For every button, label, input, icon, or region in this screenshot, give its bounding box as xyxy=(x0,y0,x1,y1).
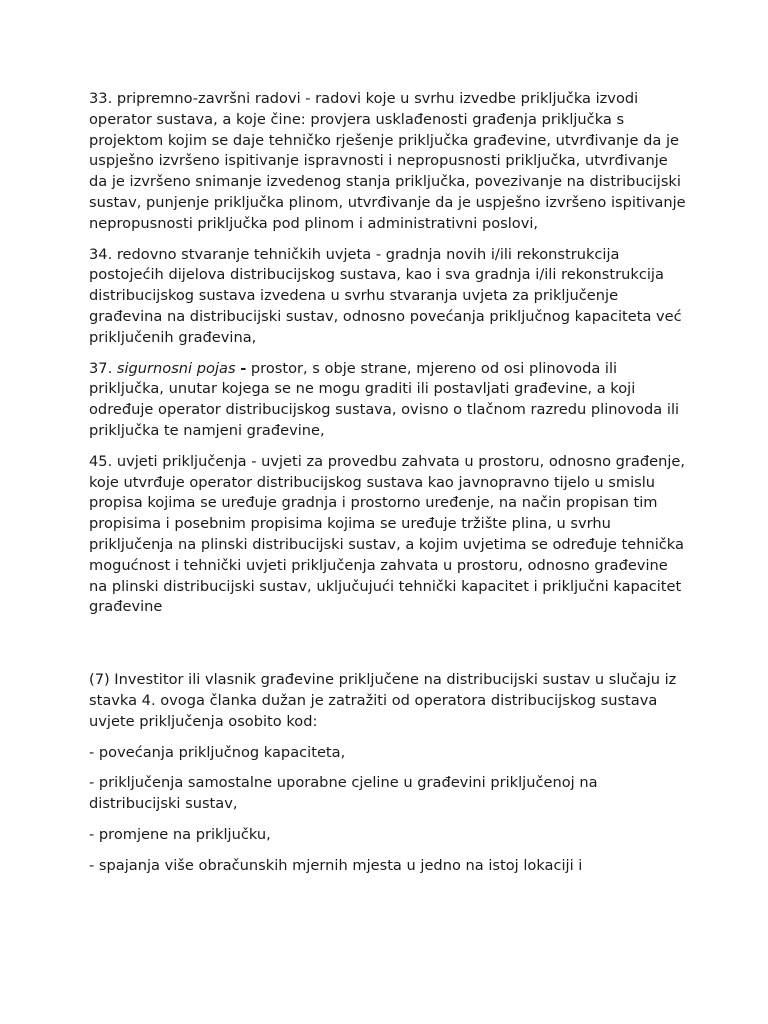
list-item: - povećanja priključnog kapaciteta, xyxy=(89,743,346,761)
list-item: - spajanja više obračunskih mjernih mjesta u jedno na istoj lokaciji i xyxy=(89,856,583,874)
definition-34 xyxy=(89,245,689,349)
paragraph-7: (7) Investitor ili vlasnik građevine priključene na distribucijski sustav u slučaju iz stavka 4. ovoga članka dužan je zatražiti od operatora distribucijskog sustava uvjete priključenja osobito kod: xyxy=(89,671,677,730)
definition-number: 45. xyxy=(89,452,113,470)
definition-number: 34. xyxy=(89,245,113,263)
definition-number: 33. xyxy=(89,90,113,107)
definition-text: pripremno-završni radovi - radovi koje u svrhu izvedbe priključka izvodi operator sustava, a koje čine: provjera usklađenosti građenja priključka s projektom kojim se daje tehničko rješenje priključka građevine, utvrđivanje da je uspješno izvršeno ispitivanje ispravnosti i nepropusnosti priključka, utvrđivanje da je izvršeno snimanje izvedenog stanja priključka, povezivanje na distribucijski sustav, punjenje priključka plinom, utvrđivanje da je uspješno izvršeno ispitivanje nepropusnosti priključka pod plinom i administrativni poslovi, xyxy=(89,90,686,232)
definition-text: prostor, s obje strane, mjereno od osi plinovoda ili priključka, unutar kojega se ne mogu graditi ili postavljati građevine, a koji određuje operator distribucijskog sustava, ovisno o tlačnom razredu plinovoda ili priključka te namjeni građevine, xyxy=(89,359,680,439)
definition-37 xyxy=(89,359,689,442)
list-item: - promjene na priključku, xyxy=(89,825,271,843)
definition-33 xyxy=(89,89,689,235)
definition-dash: - xyxy=(240,359,247,377)
document-page xyxy=(89,89,689,877)
definition-term: sigurnosni pojas xyxy=(116,359,236,377)
list-item: - priključenja samostalne uporabne cjeline u građevini priključenoj na distribucijski sustav, xyxy=(89,774,598,813)
definition-45 xyxy=(89,452,689,618)
definition-text: redovno stvaranje tehničkih uvjeta - gradnja novih i/ili rekonstrukcija postojećih dijelova distribucijskog sustava, kao i sva gradnja i/ili rekonstrukcija distribucijskog sustava izvedena u svrhu stvaranja uvjeta za priključenje građevina na distribucijski sustav, odnosno povećanja priključnog kapaciteta već priključenih građevina, xyxy=(89,245,682,346)
definition-text: uvjeti priključenja - uvjeti za provedbu zahvata u prostoru, odnosno građenje, koje utvrđuje operator distribucijskog sustava kao javnopravno tijelo u smislu propisa kojima se uređuje gradnja i prostorno uređenje, na način propisan tim propisima i posebnim propisima kojima se uređuje tržište plina, u svrhu priključenja na plinski distribucijski sustav, a kojim uvjetima se određuje tehnička mogućnost i tehnički uvjeti priključenja zahvata u prostoru, odnosno građevine na plinski distribucijski sustav, uključujući tehnički kapacitet i priključni kapacitet građevine xyxy=(89,452,686,616)
definition-number: 37. xyxy=(89,359,113,377)
